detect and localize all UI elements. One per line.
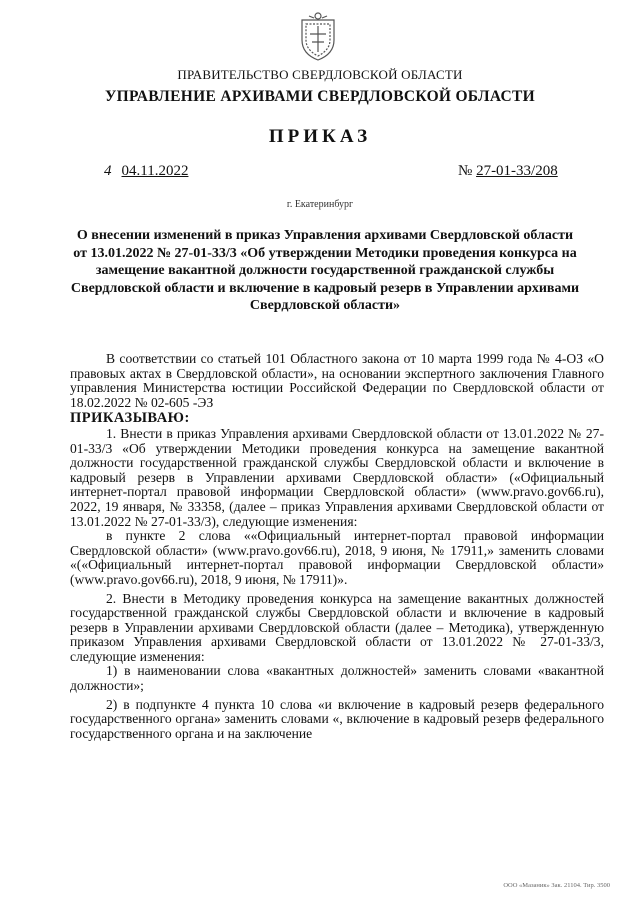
government-name: ПРАВИТЕЛЬСТВО СВЕРДЛОВСКОЙ ОБЛАСТИ [177,67,463,82]
order-keyword: ПРИКАЗЫВАЮ: [70,410,190,427]
date-handwritten-mark: 4 [104,163,112,179]
date-value: 04.11.2022 [121,163,189,179]
document-type-title: ПРИКАЗ [268,126,372,147]
number-value: 27-01-33/208 [476,163,558,179]
order-heading: О внесении изменений в приказ Управления архивами Свердловской области от 13.01.2022 № 27-01-33/3 «Об утверждении Методики проведения конкурса на замещение вакантной должности государственной гражданской службы Свердловской области и включение в кадровый резерв в Управлении архивами Свердловской области» [70,228,580,313]
city-label: г. Екатеринбург [286,199,354,210]
clause-2-item-2: 2) в подпункте 4 пункта 10 слова «и включение в кадровый резерв федерального государственного органа» заменить словами «, включение в кадровый резерв федерального государственного органа и на заключение [70,696,604,741]
clause-1-change-paragraph: в пункте 2 слова ««Официальный интернет-портал правовой информации Свердловской области» (www.pravo.gov66.ru), 2018, 9 июня, № 17911,» заменить словами «(«Официальный интернет-портал правовой информации Свердловской области» (www.pravo.gov66.ru), 2018, 9 июня, № 17911)». [70,528,604,587]
order-date [104,163,188,180]
preamble-paragraph: В соответствии со статьей 101 Областного закона от 10 марта 1999 года № 4-ОЗ «О правовых актах в Свердловской области», на основании экспертного заключения Главного управления Министерства юстиции Российской Федерации по Свердловской области от 18.02.2022 № 02-605 -ЭЗ [70,351,604,410]
coat-of-arms-emblem [296,12,340,62]
printer-footer: ООО «Мазаник» Зак. 21104. Тир. 3500 [503,882,610,889]
order-number [458,163,558,180]
number-label: № [458,163,473,179]
clause-2-paragraph: 2. Внести в Методику проведения конкурса на замещение вакантных должностей государственной гражданской службы Свердловской области и включение в кадровый резерв в Управлении архивами Свердловской области (далее – Методика), утвержденную приказом Управления архивами Свердловской области от 13.01.2022 № 27-01-33/3, следующие изменения: [70,590,604,664]
clause-1-paragraph: 1. Внести в приказ Управления архивами Свердловской области от 13.01.2022 № 27-01-33/3 «Об утверждении Методики проведения конкурса на замещение вакантной должности государственной гражданской службы Свердловской области и включение в кадровый резерв в Управлении архивами Свердловской области» («Официальный интернет-портал правовой информации Свердловской области» (www.pravo.gov66.ru), 2022, 19 января, № 33358, (далее – приказ Управления архивами Свердловской области от 13.01.2022 № 27-01-33/3), следующие изменения: [70,425,604,529]
clause-2-item-1: 1) в наименовании слова «вакантных должностей» заменить словами «вакантной должности»; [70,663,604,694]
order-body [70,352,604,741]
department-name: УПРАВЛЕНИЕ АРХИВАМИ СВЕРДЛОВСКОЙ ОБЛАСТИ [104,88,536,105]
